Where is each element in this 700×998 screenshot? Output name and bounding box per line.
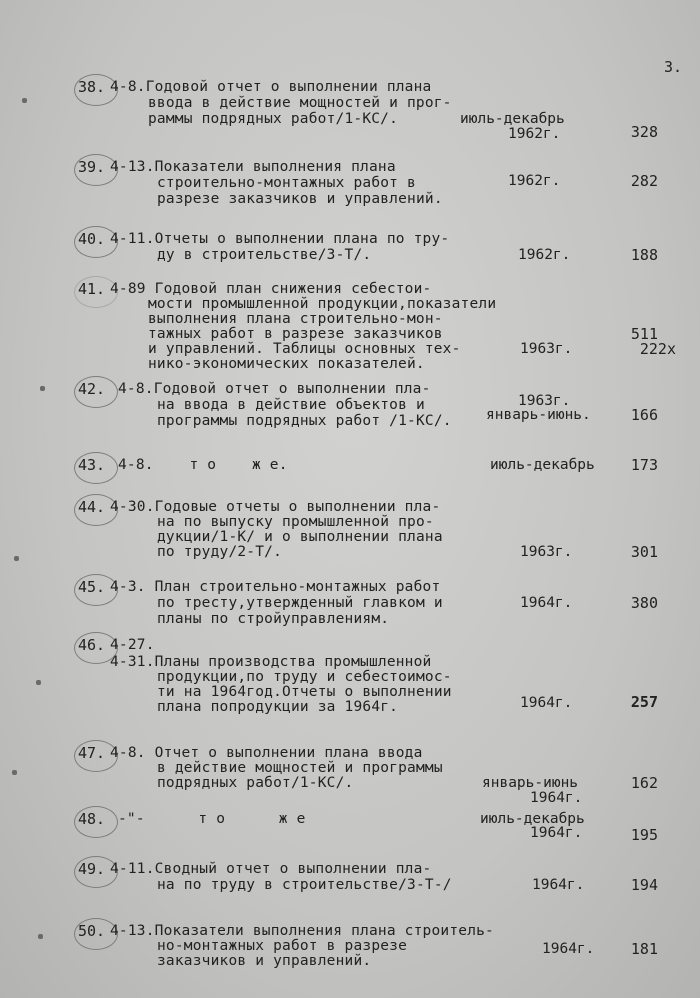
- entry-text: выполнения плана строительно-мон-: [148, 311, 443, 327]
- entry-sheets: 301: [630, 543, 658, 561]
- entry-text: дукции/1-К/ и о выполнении плана: [157, 529, 443, 545]
- page-number: 3.: [664, 58, 683, 76]
- entry-text: строительно-монтажных работ в: [157, 175, 416, 191]
- margin-mark: [14, 556, 19, 561]
- entry-text: продукции,по труду и себестоимос-: [157, 669, 452, 685]
- entry-text: на по труду в строительстве/3-Т-/: [157, 877, 452, 893]
- entry-text: по тресту,утвержденный главком и: [157, 595, 443, 611]
- entry-sheets: 328: [630, 123, 658, 141]
- entry-date: 1963г.: [520, 544, 573, 560]
- entry-number: 46.: [78, 636, 106, 654]
- entry-date: июль-декабрь: [460, 111, 565, 127]
- entry-sheets: 282: [630, 172, 658, 190]
- entry-text: 4-13.Показатели выполнения плана: [110, 159, 396, 175]
- entry-text: 4-11.Отчеты о выполнении плана по тру-: [110, 231, 450, 247]
- entry-text: ти на 1964год.Отчеты о выполнении: [157, 684, 452, 700]
- entry-text: 4-89 Годовой план снижения себестои-: [110, 281, 432, 297]
- entry-number: 40.: [78, 230, 106, 248]
- entry-text: ду в строительстве/3-Т/.: [157, 247, 372, 263]
- margin-mark: [38, 934, 43, 939]
- entry-text: 4-3. План строительно-монтажных работ: [110, 579, 441, 595]
- entry-number: 45.: [78, 578, 106, 596]
- entry-sheets: 188: [630, 246, 658, 264]
- entry-number: 49.: [78, 860, 106, 878]
- entry-text: тажных работ в разрезе заказчиков: [148, 326, 443, 342]
- entry-text: плана попродукции за 1964г.: [157, 699, 399, 715]
- margin-mark: [40, 386, 45, 391]
- entry-text: планы по стройуправлениям.: [157, 611, 390, 627]
- entry-text: подрядных работ/1-КС/.: [157, 775, 354, 791]
- entry-date: 1964г.: [530, 825, 583, 841]
- entry-text: мости промышленной продукции,показатели: [148, 296, 497, 312]
- entry-sheets: 380: [630, 594, 658, 612]
- entry-date: 1964г.: [530, 790, 583, 806]
- entry-text: нико-экономических показателей.: [148, 356, 425, 372]
- margin-mark: [12, 770, 17, 775]
- entry-text: на по выпуску промышленной про-: [157, 514, 434, 530]
- entry-text: 4-8.Годовой отчет о выполнении пла-: [118, 381, 431, 397]
- entry-text: ввода в действие мощностей и прог-: [148, 95, 452, 111]
- entry-sheets: 194: [630, 876, 658, 894]
- entry-number: 44.: [78, 498, 106, 516]
- entry-text: заказчиков и управлений.: [157, 953, 372, 969]
- entry-text: 4-30.Годовые отчеты о выполнении пла-: [110, 499, 441, 515]
- entry-number: 41.: [78, 280, 106, 298]
- entry-date: 1964г.: [542, 941, 595, 957]
- entry-sheets: 257: [630, 693, 658, 711]
- entry-sheets: 511: [630, 325, 658, 343]
- margin-mark: [36, 680, 41, 685]
- entry-text: в действие мощностей и программы: [157, 760, 443, 776]
- entry-number: 43.: [78, 456, 106, 474]
- entry-sheets: 181: [630, 940, 658, 958]
- entry-date: 1962г.: [508, 173, 561, 189]
- entry-text: 4-8.Годовой отчет о выполнении плана: [110, 79, 432, 95]
- entry-text: 4-27.: [110, 637, 155, 653]
- entry-date: 1963г.: [518, 393, 571, 409]
- entry-text: -"- т о ж е: [118, 811, 306, 827]
- entry-number: 48.: [78, 810, 106, 828]
- entry-date: июль-декабрь: [490, 457, 595, 473]
- entry-date: 1964г.: [520, 595, 573, 611]
- entry-text: но-монтажных работ в разрезе: [157, 938, 408, 954]
- entry-date: 1962г.: [508, 126, 561, 142]
- entry-number: 39.: [78, 158, 106, 176]
- entry-sheets: 166: [630, 406, 658, 424]
- entry-text: и управлений. Таблицы основных тех-: [148, 341, 461, 357]
- entry-text: 4-11.Сводный отчет о выполнении пла-: [110, 861, 432, 877]
- entry-sheets: 173: [630, 456, 658, 474]
- entry-text: 4-13.Показатели выполнения плана строитель-: [110, 923, 494, 939]
- entry-date: 1962г.: [518, 247, 571, 263]
- entry-date: январь-июнь.: [486, 407, 591, 423]
- entry-number: 50.: [78, 922, 106, 940]
- entry-text: 4-8. Отчет о выполнении плана ввода: [110, 745, 423, 761]
- entry-date: июль-декабрь: [480, 811, 585, 827]
- entry-text: программы подрядных работ /1-КС/.: [157, 413, 452, 429]
- entry-date: 1964г.: [532, 877, 585, 893]
- entry-text: на ввода в действие объектов и: [157, 397, 425, 413]
- entry-text: 4-31.Планы производства промышленной: [110, 654, 432, 670]
- entry-number: 47.: [78, 744, 106, 762]
- entry-date: 1963г.: [520, 341, 573, 357]
- entry-number: 42.: [78, 380, 106, 398]
- margin-mark: [22, 98, 27, 103]
- entry-sheets-extra: 222х: [639, 340, 676, 358]
- entry-sheets: 162: [630, 774, 658, 792]
- entry-text: по труду/2-Т/.: [157, 544, 283, 560]
- entry-date: январь-июнь: [482, 775, 579, 791]
- entry-number: 38.: [78, 78, 106, 96]
- entry-date: 1964г.: [520, 695, 573, 711]
- entry-sheets: 195: [630, 826, 658, 844]
- entry-text: раммы подрядных работ/1-КС/.: [148, 111, 399, 127]
- entry-text: разрезе заказчиков и управлений.: [157, 191, 443, 207]
- entry-text: 4-8. т о ж е.: [118, 457, 288, 473]
